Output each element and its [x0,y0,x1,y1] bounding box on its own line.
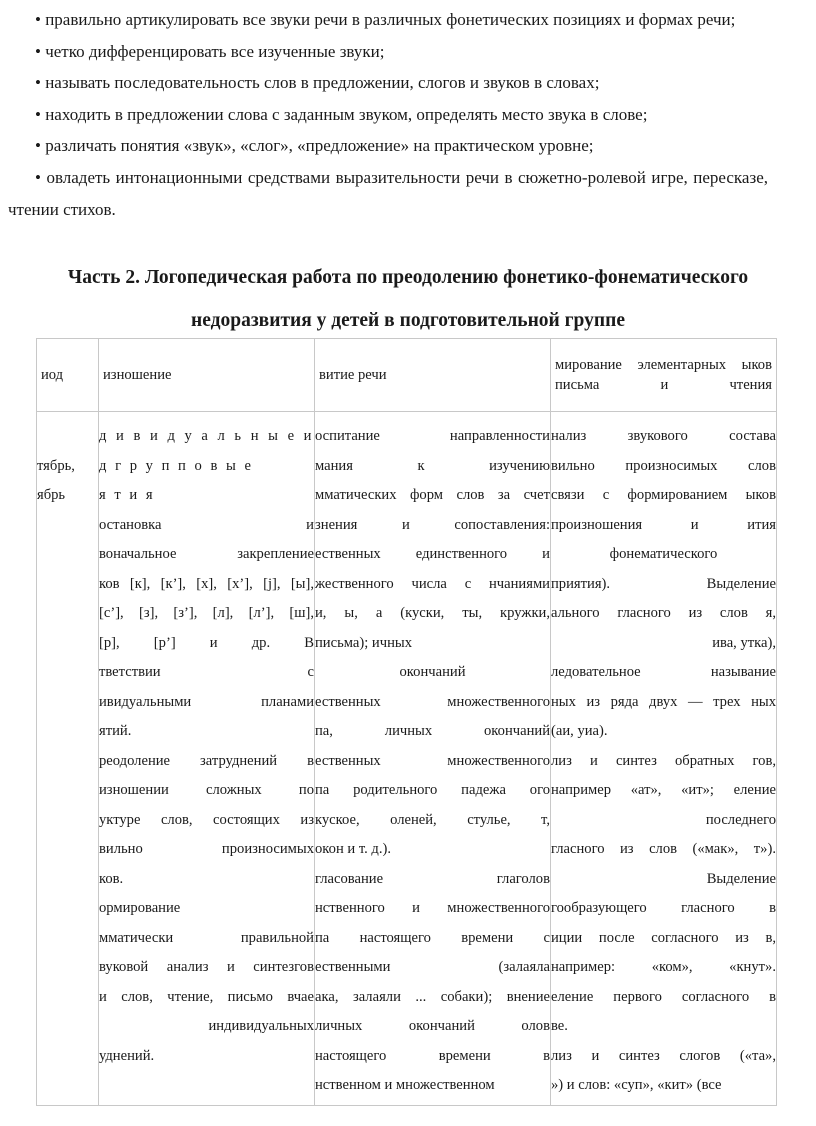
cell-line: вильно произносимых слов [551,457,776,474]
cell-line: вильно произносимых [99,841,314,857]
cell-line: ледовательное называние [551,664,776,680]
cell-line: воначальное закрепление [99,546,314,562]
table-row [37,412,777,1106]
cell-line: лиз и синтез слогов («та», [551,1047,776,1064]
cell-line: окон и т. д.). [315,841,392,857]
cell-line: жественного числа с нчаниями [315,575,550,592]
cell-line: нственного и множественного [315,900,550,916]
cell-line: ябрь [37,487,66,503]
cell-line: тябрь, [37,457,75,474]
cell-line: реодоление затруднений в [99,752,314,769]
cell-line: мания к изучению [315,457,550,474]
cell-line: па настоящего времени с [315,929,550,946]
cell-line: иции после согласного из в, [551,929,776,946]
cell-line: и, ы, а (куски, ты, кружки, [315,605,550,621]
cell-line: я т и я [99,487,156,503]
cell-line: [с’], [з], [з’], [л], [л’], [ш], [99,605,314,621]
cell-line: окончаний [399,664,466,680]
requirements-list [8,4,768,225]
cell-line: ятий. [99,723,132,739]
header-period: иод [41,367,64,383]
cell-line: приятия). Выделение [551,575,776,592]
cell-line: ака, залаяли ... собаки); внение [315,988,550,1005]
cell-line: ального гласного из слов я, [551,605,776,621]
cell-pronunciation [99,412,314,1071]
cell-line: [р], [р’] и др. В [99,634,314,651]
cell-line: гласного из слов («мак», т»). [551,841,776,857]
cell-line: произношения и ития [551,516,776,533]
cell-speech-development [315,412,550,1101]
cell-line: связи с формированием ыков [551,487,776,503]
cell-line: ков. [99,870,124,887]
cell-line: изношении сложных по [99,782,314,798]
cell-line: ественных единственного и [315,546,550,562]
cell-line: например «ат», «ит»; еление [551,782,776,798]
cell-line [37,422,98,452]
header-speech-development: витие речи [319,367,387,383]
bullet-item: • четко дифференцировать все изученные звуки; [35,41,385,61]
cell-line: ественных множественного [315,752,550,769]
cell-period [37,412,98,511]
cell-line: фонематического [609,546,718,562]
work-plan-table [36,338,777,1106]
cell-line: тветствии с [99,664,314,680]
cell-line: настоящего времени в [315,1047,550,1064]
cell-line: ива, утка), [712,634,776,651]
cell-line: оспитание направленности [315,428,550,444]
cell-line: нственном и множественном [315,1077,495,1093]
cell-literacy-skills [551,412,776,1101]
cell-line: ных из ряда двух — трех ных [551,693,776,710]
cell-line: индивидуальных [208,1018,314,1034]
cell-line: ») и слов: «суп», «кит» (все [551,1077,722,1093]
cell-line: личных окончаний олов [315,1018,550,1034]
cell-line: д и в и д у а л ь н ы е и [99,428,314,444]
header-pronunciation: изношение [103,367,172,383]
cell-line: нализ звукового состава [551,428,776,444]
cell-line: вуковой анализ и синтезгов [99,959,314,975]
cell-line: ественными (залаяла [315,959,550,975]
cell-line: например: «ком», «кнут». [551,959,776,975]
cell-line: мматических форм слов за счет [315,487,550,503]
cell-line: ественных множественного [315,693,550,710]
cell-line: (аи, уиа). [551,723,608,739]
cell-line: последнего [705,811,776,828]
cell-line: Выделение [706,870,776,887]
bullet-item: • правильно артикулировать все звуки речи в различных фонетических позициях и формах речи; [35,10,736,29]
table-header-row [37,339,777,412]
cell-line: па родительного падежа ого [315,782,550,798]
bullet-item: • называть последовательность слов в предложении, слогов и звуков в словах; [35,73,600,93]
cell-line: и слов, чтение, письмо вчае [99,988,314,1005]
cell-line: уктуре слов, состоящих из [99,811,314,828]
cell-line: ивидуальными планами [99,693,314,710]
cell-line: па, личных окончаний [315,723,550,739]
cell-line: гообразующего гласного в [551,900,776,916]
cell-line: уднений. [99,1047,155,1064]
cell-line: еление первого согласного в [551,988,776,1005]
cell-line: мматически правильной [99,929,314,946]
cell-line: письма); ичных [315,634,412,651]
bullet-item: • различать понятия «звук», «слог», «предложение» на практическом уровне; [35,136,594,156]
bullet-item: • находить в предложении слова с заданным звуком, определять место звука в слове; [35,104,648,124]
header-literacy-skills: мирование элементарных ыков письма и чтения [555,357,772,393]
cell-line: ормирование [99,900,181,916]
section-heading: Часть 2. Логопедическая работа по преодолению фонетико-фонематического недоразвития у детей в подготовительной группе [67,267,749,331]
cell-line: гласование глаголов [315,870,550,887]
bullet-item: • овладеть интонационными средствами выразительности речи в сюжетно-ролевой игре, пересказе, чтении стихов. [8,167,768,219]
cell-line: остановка и [99,516,314,533]
cell-line: ве. [551,1018,568,1034]
cell-line: ков [к], [к’], [х], [х’], [j], [ы], [99,575,314,592]
cell-line: д г р у п п о в ы е [99,457,254,474]
cell-line: лиз и синтез обратных гов, [551,752,776,769]
cell-line: знения и сопоставления: [315,516,550,533]
cell-line: куское, оленей, стулье, т, [315,811,550,828]
